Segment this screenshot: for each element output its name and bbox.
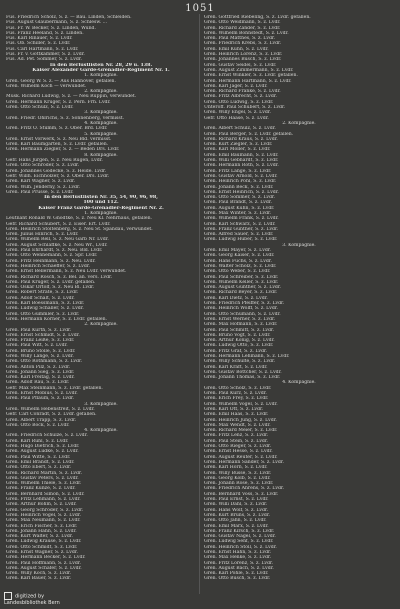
- list-entry: Gefr. Richard Schubert, S. z. Eiser. Ert. Lvdr.: [6, 221, 111, 227]
- list-entry: Füs. Karl Rinauer, S. z. Lvdr.: [6, 36, 73, 42]
- list-entry: Gren. Willy Lange, S. z. Lvdr.: [6, 354, 74, 359]
- list-entry: Gefr. Carl Conradt, S. z. Lvdr. gefallen.: [6, 412, 97, 418]
- list-entry: Gren. Karl Möller, S. z. Lvdr.: [204, 147, 271, 153]
- list-entry: Gren. Otto Weber, S. z. Lvdr.: [204, 269, 271, 275]
- list-entry: Gren. Otto Weidmann, S. z. Lvdr.: [204, 20, 281, 26]
- list-entry: Gren. Paul Matthes, S. z. Lvdr.: [204, 36, 276, 42]
- list-entry: Gren. Friedrich Ahrens, S. z. Lvdr.: [204, 486, 285, 492]
- list-entry: Gren. Friedrich Schulze, S. z. Lvdr.: [6, 433, 88, 439]
- list-entry: Gren. Karl Horn, S. z. Lvdr.: [204, 465, 268, 471]
- list-entry: Gren. Bruno Stolle, S. z. Lvdr.: [6, 348, 76, 354]
- company-heading: 4. Kompagnie.: [84, 120, 118, 126]
- list-entry: Gren. August Bach, S. z. Lvdr.: [204, 565, 274, 571]
- list-entry: Gren. Otto Jahn, S. z. Lvdr.: [204, 518, 267, 524]
- list-entry: Gren. Karl Dietz, S. z. Lvdr.: [204, 295, 268, 301]
- list-entry: Gren. Franz Kunze, S. z. Lvdr.: [6, 486, 76, 492]
- list-entry: Gren. Otto Ebert, S. z. Lvdr.: [6, 465, 72, 471]
- list-entry: Gren. Ernst Vorwerk, S. z. Neu Bld. vermisst.: [6, 136, 112, 142]
- list-entry: Gren. Bernhard Simon, S. z. Lvdr.: [6, 491, 85, 497]
- section-heading: In den Berlustlisten Nr. 28, 29 u. 138.: [49, 62, 153, 68]
- list-entry: Gren. Richard Beyer, S. z. Lvdr.: [204, 290, 278, 296]
- company-heading: 4. Kompagnie.: [282, 380, 316, 386]
- list-entry: Gren. Karl Jäger, S. z. Lvdr.: [204, 83, 268, 89]
- list-entry: Leutnant Ronald W. Gnodtke, S. z. Neu Kl. Nehrhaus, gefallen.: [6, 216, 152, 222]
- list-entry: Gren. Karl Kraft, S. z. Lvdr.: [204, 364, 268, 370]
- list-entry: Gren. Max Hofmann, S. z. Lvdr.: [204, 322, 278, 328]
- company-heading: 3. Kompagnie.: [282, 242, 316, 248]
- list-entry: Gefr. Otto Haase, S. z. Lvdr.: [204, 115, 269, 121]
- list-entry: Gren. Max Henke, S. z. Lvdr.: [204, 555, 272, 561]
- list-entry: Gren. Georg W. S. z. — Aus Hannover, gefallen.: [6, 78, 116, 84]
- list-entry: Gren. Otto Gummler, S. z. Lvdr.: [6, 311, 80, 317]
- list-entry: Gren. Gustav Arnold, S. z. Lvdr.: [204, 173, 278, 179]
- list-entry: Gren. Georg Kaiser, S. z. Lvdr.: [204, 253, 275, 259]
- list-entry: Gren. Willy Engel, S. z. Lvdr.: [204, 110, 271, 116]
- list-entry: Gren. August Reuter, S. z. Lvdr.: [204, 454, 278, 460]
- footer-line-2: Landesbibliothek Bern: [4, 600, 60, 606]
- list-entry: Gren. Otto Sommer, S. z. Lvdr.: [204, 195, 276, 201]
- list-entry: Gren. Wilhelm Frank, S. z. Lvdr.: [204, 216, 279, 222]
- company-heading: 3. Kompagnie.: [84, 110, 118, 116]
- list-entry: Gren. Wilhelm Koch — verwundet.: [6, 83, 87, 89]
- list-entry: Füs. Friedrich Scholz, S. z. — Bau. Linden, Schleiden.: [6, 15, 132, 20]
- list-entry: Gefr. Max Steinmann, S. z. Lvdr. gefallen.: [6, 385, 103, 391]
- list-entry: Gren. Otto Wennemann, S. z. Spr. Lvdr.: [6, 253, 98, 259]
- company-heading: 1. Kompagnie.: [84, 210, 118, 216]
- list-entry: Gren. Paul Prüsse, S. z. Lvdr.: [6, 189, 74, 195]
- company-heading: 2. Kompagnie.: [282, 120, 316, 126]
- list-entry: Gren. Heinrich Jung, S. z. Lvdr.: [204, 417, 277, 423]
- list-entry: Gren. Heinrich Vogel, S. z. Lvdr.: [6, 512, 81, 518]
- list-entry: Gren. Paul Witt, S. z. Lvdr.: [6, 343, 68, 349]
- list-entry: Gren. Johann Sieg, S. z. Lvdr.: [6, 369, 75, 375]
- list-entry: Gren. Anton Pilz, S. z. Lvdr.: [6, 364, 71, 370]
- list-entry: Gren. Max Winter, S. z. Lvdr.: [204, 210, 272, 216]
- list-entry: Gren. Richard Meier, S. z. Lvdr.: [204, 428, 278, 434]
- list-entry: Gren. Johann Beck, S. z. Lvdr.: [204, 184, 274, 190]
- list-entry: Gren. Emil Marx, S. z. Lvdr.: [204, 523, 269, 529]
- list-entry: Gren. Emil Baumann, S. z. Lvdr.: [204, 152, 279, 158]
- list-entry: Gren. Erich Frey, S. z. Lvdr.: [204, 396, 269, 402]
- list-entry: Gren. Richard Zander, S. z. Lvdr.: [204, 25, 281, 31]
- list-entry: Gren. Fritz Graf, S. z. Lvdr.: [204, 348, 268, 354]
- section-heading: Kaiser Alexander Garde-Grenadier-Regiment Nr. 1.: [32, 67, 170, 73]
- list-entry: Gren. Ernst Möbius, S. z. Lvdr.: [6, 391, 78, 397]
- list-entry: Gren. Franz Kirsch, S. z. Lvdr.: [204, 528, 275, 534]
- list-entry: Füs. Fr. W. Becker, S. z. Linden, Wund.: [6, 25, 96, 31]
- company-heading: 1. Kompagnie.: [84, 73, 118, 79]
- list-entry: Gren. Georg Schröder, S. z. Lvdr.: [6, 507, 84, 513]
- list-entry: Gren. Paul Kurth, S. z. Lvdr.: [6, 327, 72, 333]
- list-entry: Gren. Hans Fuchs, S. z. Lvdr.: [204, 258, 272, 264]
- list-entry: Gren. Karl Freitag, S. z. Lvdr.: [6, 375, 75, 381]
- list-entry: Gren. Wilhelm Rell, S. z. Neu Garb Nr. Lvdr.: [6, 237, 109, 243]
- list-entry: Gren. Hermann Lehmann, S. z. Lvdr.: [204, 354, 290, 359]
- list-entry: Gren. Karl Bauer, S. z. Lvdr.: [6, 576, 72, 582]
- list-entry: Gefr. Hans Jürgen, S. z. Neu Rügen, Lvdr.: [6, 158, 103, 164]
- list-entry: Gren. Friedr. Ohlrichs, S. z. Sonnenberg, vermisst.: [6, 115, 125, 121]
- list-entry: Gren. August Günther, S. z. Lvdr.: [204, 285, 282, 291]
- list-entry: Gren. Gustav Böttcher, S. z. Lvdr.: [204, 369, 282, 375]
- list-entry: Gren. Franz Günther, S. z. Lvdr.: [204, 226, 279, 232]
- list-entry: Gren. Otto Schroder, S. z. Lvdr.: [6, 163, 80, 169]
- list-entry: Gren. Heinrich Wolff, S. z. Lvdr.: [204, 306, 278, 312]
- list-entry: Gren. Heinrich Schaeffer, S. z. Lvdr.: [6, 263, 90, 269]
- list-entry: Gren. Erich Fischer, S. z. Lvdr.: [6, 523, 78, 529]
- list-entry: Gren. Richard Franke, S. z. Lvdr.: [204, 89, 281, 95]
- list-entry: Gren. Ernst Schmidt, S. z. Lvdr.: [6, 332, 80, 338]
- list-entry: Gren. Paul Krüger, S. z. Lvdr. gefallen.: [6, 279, 96, 285]
- list-entry: Gren. Paul Schreiber, S. z. Lvdr.: [204, 274, 279, 280]
- company-heading: 2. Kompagnie.: [84, 322, 118, 328]
- list-entry: Gren. Wilhelm Thiele, S. z. Lvdr.: [6, 481, 82, 487]
- list-entry: Füs. Ad. Pet. Sommer, S. z. Lvdr.: [6, 57, 82, 63]
- list-entry: Gren. Ernst Bellermann, S. z. Neu Lvdr. verwundet.: [6, 269, 127, 275]
- list-entry: Gren. Otto Ludwig, S. z. Lvdr.: [204, 99, 274, 105]
- list-entry: Gren. Karl Boessmann, S. z. Lvdr.: [6, 301, 85, 307]
- list-entry: Gren. Otto Rieger, S. z. Lvdr.: [204, 444, 272, 450]
- list-entry: Gren. Paul Hoffmann, S. z. Lvdr.: [6, 560, 81, 566]
- list-entry: Gren. Heinrich Stoltenberg, S. z. Neu St. Spandau, verwundet.: [6, 226, 153, 232]
- list-entry: Gren. Paul Ernst, S. z. Lvdr.: [204, 497, 269, 503]
- list-entry: Gren. Albert Trapp, S. z. Lvdr.: [6, 417, 77, 423]
- list-entry: Gren. Hermann Krüger, S. z. Pern. Frh. Lvdr.: [6, 99, 111, 105]
- list-entry: Gren. Hermann Sander, S. z. Lvdr.: [204, 459, 284, 465]
- list-entry: Gren. Willi Gebhardt, S. z. Lvdr.: [204, 158, 279, 164]
- list-entry: Gren. Fritz O. Stumm, S. z. Ober. Brd. Lvdr.: [6, 126, 108, 132]
- company-heading: 8. Kompagnie.: [84, 152, 118, 158]
- list-entry: Gren. Gustav Peters, S. z. Lvdr.: [6, 475, 79, 481]
- list-entry: Unteroff. Paul Schubert, S. z. Lvdr.: [204, 105, 286, 111]
- list-entry: Gren. Karl Rühl, S. z. Lvdr.: [6, 438, 69, 444]
- list-entry: Gren. Bernhard Voss, S. z. Lvdr.: [204, 491, 279, 497]
- list-entry: Gren. Richard Martin, S. z. Lvdr.: [6, 470, 83, 476]
- list-entry: Gren. Walter Scholz, S. z. Lvdr.: [204, 263, 277, 269]
- list-entry: Gren. Wilhelm Vogel, S. z. Lvdr.: [204, 401, 278, 407]
- list-entry: Gren. Emil Haas, S. z. Lvdr.: [204, 412, 269, 418]
- list-entry: Gren. Gustav Nagel, S. z. Lvdr.: [204, 534, 276, 540]
- footer-line-1: digitized by: [15, 593, 45, 600]
- list-entry: Gren. Gustav Seidel, S. z. Lvdr.: [204, 62, 277, 68]
- list-entry: Gren. Emil Brandt, S. z. Lvdr.: [6, 459, 75, 465]
- list-entry: Gren. Willy Schulte, S. z. Lvdr.: [204, 359, 276, 365]
- list-entry: Gren. Otto Schulz, S. z. Lvdr.: [6, 105, 74, 111]
- list-entry: Gren. Julius Hinrich, S. z. Lvdr.: [6, 232, 79, 238]
- list-entry: Gren. Adolf Rau, S. z. Lvdr.: [6, 380, 70, 386]
- list-entry: Gren. Albert Schulz, S. z. Lvdr.: [204, 126, 276, 132]
- list-entry: Gren. Oskar Ortolf, S. z. Neu Bl. Lvdr.: [6, 285, 95, 291]
- list-entry: Gren. Max Wendt, S. z. Lvdr.: [204, 422, 271, 428]
- list-entry: Gren. Johannes Busch, S. z. Lvdr.: [204, 57, 282, 63]
- list-entry: Gren. Kurt Bruns, S. z. Lvdr.: [204, 512, 271, 518]
- list-entry: Gren. Hans Wolf, S. z. Lvdr.: [204, 507, 269, 513]
- list-entry: Gren. Fritz Lenz, S. z. Lvdr.: [204, 433, 269, 439]
- list-entry: Gren. Friedrich Pfeiffer, S. z. Lvdr.: [204, 301, 285, 307]
- list-entry: Füs. Franz Heeland, S. z. Linden.: [6, 30, 84, 36]
- list-entry: Gren. Fritz Heinmann, S. z. Neu. Lvdr.: [6, 258, 96, 264]
- list-entry: Gren. Fritz Albrecht, S. z. Lvdr.: [204, 94, 277, 100]
- left-text-column: [6, 15, 196, 582]
- section-heading: Kaiser Franz Garde-Grenadier-Regiment Nr. 2.: [38, 205, 164, 211]
- list-entry: Gren. Heinrich Stoll, S. z. Lvdr.: [204, 544, 277, 550]
- list-entry: Gren. Bruno Vogt, S. z. Lvdr.: [204, 332, 271, 338]
- list-entry: Gren. Johann Hahn, S. z. Lvdr.: [6, 528, 77, 534]
- list-entry: Gren. Ludwig Huber, S. z. Lvdr.: [204, 237, 278, 243]
- library-logo-icon: [4, 592, 12, 600]
- footer-credit: [4, 592, 60, 606]
- list-entry: Gren. Richard Kraus, S. z. Lvdr.: [204, 136, 278, 142]
- list-entry: Gren. Arthur König, S. z. Lvdr.: [204, 338, 275, 344]
- list-entry: Gren. Wilhelm Bohnstedt, S. z. Lvdr.: [204, 30, 289, 36]
- list-entry: Gren. August Zimmermann, S. z. Lvdr.: [204, 67, 294, 73]
- list-entry: Gren. Emil Kuhn, S. z. Lvdr.: [204, 46, 269, 52]
- list-entry: Füs. August Glaubermann, S. z. Schlesw. ...: [6, 20, 108, 26]
- list-entry: Gren. Kurt Ziegler, S. z. Lvdr.: [204, 142, 273, 148]
- list-entry: Gren. Adolf Schalt, S. z. Lvdr.: [6, 295, 75, 301]
- list-entry: Gren. Paul Pflaum, S. z. Lvdr.: [6, 396, 75, 402]
- list-entry: Gren. Fritz Lehmann, S. z. Lvdr.: [6, 497, 81, 503]
- list-entry: Gren. Johann Rose, S. z. Lvdr.: [204, 481, 274, 487]
- list-entry: Gren. August Schlaffke, S. z. Neu Wr., Lvdr.: [6, 242, 108, 248]
- page-number: 1051: [185, 3, 215, 14]
- company-heading: 5. Kompagnie.: [84, 131, 118, 137]
- list-entry: Gren. Otto Schumann, S. z. Lvdr.: [204, 311, 281, 317]
- list-entry: Gren. Alfred Sauer, S. z. Lvdr.: [204, 232, 274, 238]
- list-entry: Musk. Richard Ludwig, S. z. — Neu Ruppin, verwundet.: [6, 94, 137, 100]
- list-entry: Gren. Gottfried Riebeling, S. z. Lvdr. gefallen.: [204, 15, 311, 20]
- list-entry: Gren. Emil Mayer, S. z. Lvdr.: [204, 248, 271, 254]
- list-entry: Füs. Fr. v. Göttkammer, S. z. Lvdr.: [6, 52, 85, 58]
- company-heading: 4. Kompagnie.: [84, 428, 118, 434]
- list-entry: Gren. Ludwig Senf, S. z. Lvdr.: [204, 539, 274, 545]
- list-entry: Gren. Otto Scholz, S. z. Lvdr.: [204, 385, 272, 391]
- list-entry: Gren. Ernst Winkler, S. z. Lvdr. gefallen.: [204, 73, 298, 79]
- list-entry: Gren. Wilhelm Hebenstreit, S. z. Lvdr.: [6, 406, 95, 412]
- list-entry: Füs. Carl Hartmann, S. z. Lvdr.: [6, 46, 79, 52]
- list-entry: Gren. Ernst Wagner, S. z. Lvdr.: [6, 549, 78, 555]
- list-entry: Gren. Wilhelm Keller, S. z. Lvdr.: [204, 279, 279, 285]
- company-heading: 2. Kompagnie.: [84, 89, 118, 95]
- list-entry: Gren. Franz Leiße, S. z. Lvdr.: [6, 338, 75, 344]
- list-entry: Gren. Heinrich Lorenz, S. z. Lvdr.: [204, 52, 283, 58]
- list-entry: Gren. Hugo Dietrich, S. z. Lvdr.: [6, 444, 80, 450]
- list-entry: Gren. Georg Kolb, S. z. Lvdr.: [204, 475, 271, 481]
- company-heading: 3. Kompagnie.: [84, 401, 118, 407]
- column-divider: [199, 14, 200, 594]
- list-entry: Gren. Richard Rosch, S. z. Bel. an. vers. Lvdr.: [6, 274, 113, 280]
- list-entry: Gren. Hermann Becker, S. z. Lvdr.: [6, 555, 86, 561]
- list-entry: Gren. Ernst Hesse, S. z. Lvdr.: [204, 449, 273, 455]
- list-entry: Gren. Karl Baumgarten, S. z. Lvdr. gefallen.: [6, 142, 109, 148]
- list-entry: Gren. Ludwig Schaller, S. z. Lvdr.: [6, 306, 84, 312]
- list-entry: Gren. Paul Ehrhardt, S. z. Neu. Bld. Lvdr.: [6, 248, 103, 254]
- list-entry: Gren. Kurt Walter, S. z. Lvdr.: [6, 534, 73, 540]
- list-entry: Gren. Paul Berger, S. z. Lvdr. gefallen.: [204, 131, 294, 137]
- list-entry: Gren. Otto Rothmann, S. z. Lvdr.: [6, 359, 83, 365]
- list-entry: Gren. Paul Stein, S. z. Lvdr.: [204, 438, 269, 444]
- list-entry: Gefr. Willh. Eichholzer, S. z. Ober. Drs. Lvdr.: [6, 173, 110, 179]
- list-entry: Gren. Max Neumann, S. z. Lvdr.: [6, 518, 81, 524]
- list-entry: Gren. Paul Kurz, S. z. Lvdr.: [204, 391, 267, 397]
- list-entry: Gren. Hermann Roth, S. z. Lvdr.: [204, 163, 279, 169]
- list-entry: Gren. Paul Schmitt, S. z. Lvdr.: [204, 327, 275, 333]
- list-entry: Gren. Paul Brandt, S. z. Lvdr.: [204, 200, 272, 206]
- section-heading: 100 und 112.: [83, 200, 119, 206]
- list-entry: Füs. Ob. Schiller, S. z. Lvdr.: [6, 41, 71, 47]
- list-entry: Gren. Otto Schmidt, S. z. Lvdr.: [6, 544, 78, 550]
- list-entry: Gren. Willi Dahl, S. z. Lvdr.: [204, 502, 268, 508]
- list-entry: Gren. Robert Sträte, S. z. Lvdr.: [6, 290, 79, 296]
- list-entry: Gren. Ernst Hahn, S. z. Lvdr.: [204, 549, 272, 555]
- right-text-column: [204, 15, 394, 582]
- list-entry: Gren. Karl Ott, S. z. Lvdr.: [204, 406, 264, 412]
- list-entry: Gren. Hermann Hartmann, S. z. Lvdr.: [204, 78, 292, 84]
- list-entry: Gren. August Schäfer, S. z. Lvdr.: [6, 565, 82, 571]
- list-entry: Gren. Ludwig Otto, S. z. Lvdr.: [204, 343, 274, 349]
- list-entry: Gren. Otto Bock, S. z. Lvdr.: [6, 422, 70, 428]
- list-entry: Gren. Johannes Gödecke, S. z. Heide. Lvdr.: [6, 168, 107, 174]
- list-entry: Gren. Ernst Werner, S. z. Lvdr.: [204, 316, 276, 322]
- list-entry: Gren. Paul Witte, S. z. Lvdr.: [6, 454, 71, 460]
- list-entry: Gren. Hermann Ziegler, S. z. — Beden Drs. Lvdr.: [6, 147, 120, 153]
- list-entry: Gren. Johann Thomas, S. z. Lvdr.: [204, 375, 281, 381]
- list-entry: Gren. Wilh. Jenderny, S. z. Lvdr.: [6, 184, 81, 190]
- list-entry: Gren. Ludwig Krause, S. z. Lvdr.: [6, 539, 82, 545]
- section-heading: In den Berlustlisten Nr. 35, 54, 90, 96, 98,: [44, 195, 158, 201]
- list-entry: Gren. Fritz Lorenz, S. z. Lvdr.: [204, 560, 274, 566]
- list-entry: Gren. Arthur Böhm, S. z. Lvdr.: [6, 502, 77, 508]
- list-entry: Gren. Willy Busse, S. z. Lvdr.: [204, 470, 272, 476]
- list-entry: Gren. Heinrich Pohl, S. z. Lvdr.: [204, 179, 277, 185]
- list-entry: Gren. Friedrich Krebs, S. z. Lvdr.: [204, 41, 282, 47]
- list-entry: Gren. Ernst Heinrich, S. z. Lvdr.: [204, 189, 279, 195]
- list-entry: Gren. Hermann Körner, S. z. Lvdr. gefallen.: [6, 316, 108, 322]
- list-entry: Gren. Otto Busch, S. z. Lvdr.: [204, 576, 271, 582]
- list-entry: Gren. Fritz Lange, S. z. Lvdr.: [204, 168, 272, 174]
- list-entry: Gren. Karl Pohle, S. z. Lvdr.: [204, 571, 269, 577]
- list-entry: Gren. Karl Wagner, S. z. Lvdr.: [6, 179, 76, 185]
- list-entry: Gren. Willy Koch, S. z. Lvdr.: [6, 571, 72, 577]
- list-entry: Gren. Karl Schwarz, S. z. Lvdr.: [204, 221, 276, 227]
- list-entry: Gren. August Lüdke, S. z. Lvdr.: [6, 449, 79, 455]
- list-entry: Gren. August Kühn, S. z. Lvdr.: [204, 205, 275, 211]
